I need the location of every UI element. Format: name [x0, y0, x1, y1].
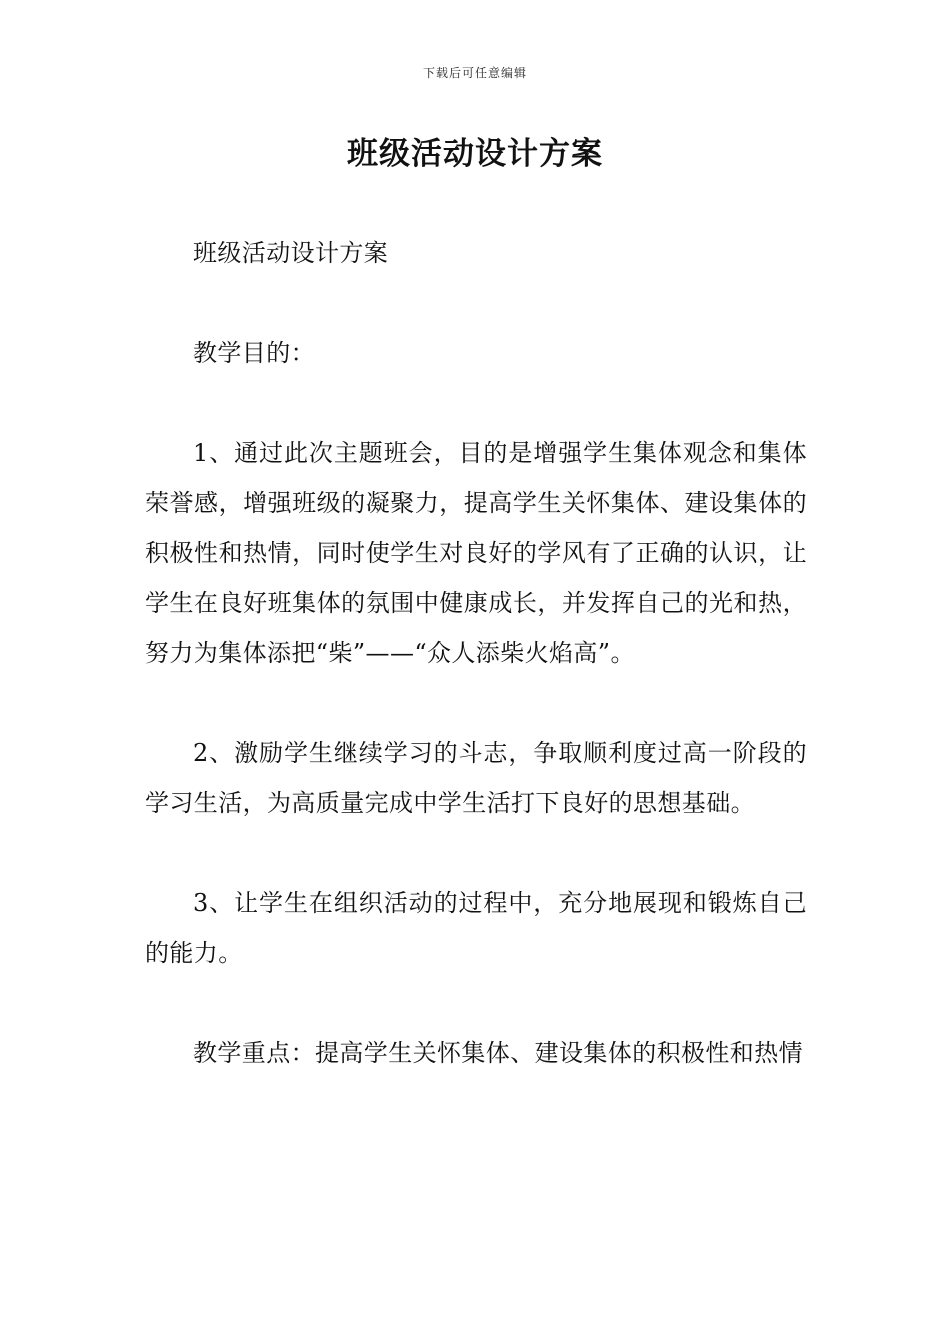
header-note: 下载后可任意编辑	[422, 66, 527, 80]
document-body	[145, 228, 807, 1078]
paragraph-objective-3: 3、让学生在组织活动的过程中，充分地展现和锻炼自己的能力。	[145, 889, 807, 967]
paragraph-gap	[145, 378, 807, 428]
paragraph-key-point: 教学重点：提高学生关怀集体、建设集体的积极性和热情	[193, 1039, 803, 1067]
paragraph-gap	[145, 978, 807, 1028]
paragraph-gap	[145, 278, 807, 328]
document-title: 班级活动设计方案	[347, 136, 603, 172]
paragraph-subtitle: 班级活动设计方案	[193, 239, 389, 267]
paragraph-objective-heading: 教学目的：	[193, 339, 315, 367]
paragraph-objective-2: 2、激励学生继续学习的斗志，争取顺利度过高一阶段的学习生活，为高质量完成中学生活打下良好的思想基础。	[145, 739, 807, 817]
paragraph-gap	[145, 678, 807, 728]
paragraph-objective-1: 1、通过此次主题班会，目的是增强学生集体观念和集体荣誉感，增强班级的凝聚力，提高学生关怀集体、建设集体的积极性和热情，同时使学生对良好的学风有了正确的认识，让学生在良好班集体的氛围中健康成长，并发挥自己的光和热，努力为集体添把“柴”——“众人添柴火焰高”。	[145, 439, 807, 667]
paragraph-gap	[145, 828, 807, 878]
